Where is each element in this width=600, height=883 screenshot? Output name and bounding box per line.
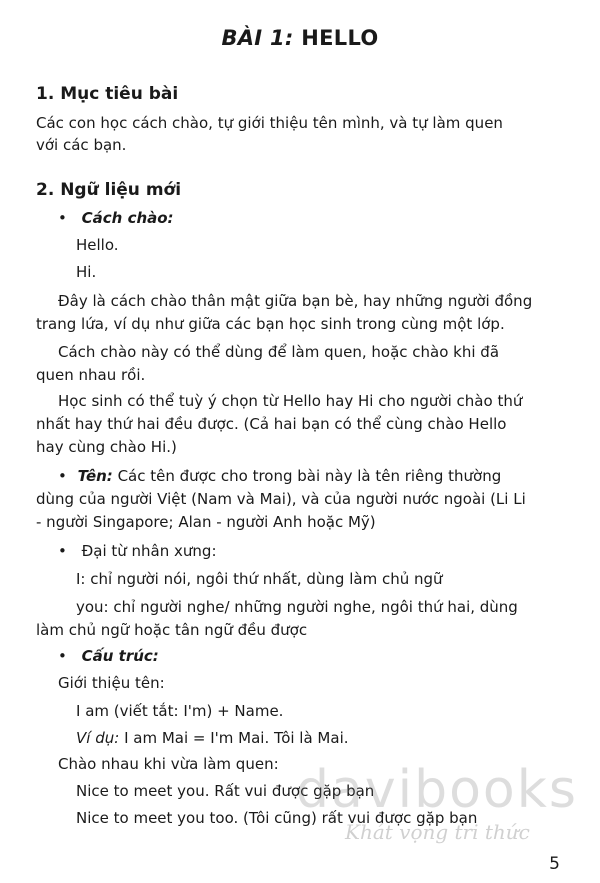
bullet-pronouns (58, 542, 217, 560)
section-2-heading: 2. Ngữ liệu mới (36, 180, 182, 200)
example-label: Ví dụ: (76, 729, 120, 747)
section-1-line-1: Các con học cách chào, tự giới thiệu tên mình, và tự làm quen (36, 114, 503, 132)
pronouns-label: Đại từ nhân xưng: (81, 542, 217, 560)
meet-label: Chào nhau khi vừa làm quen: (58, 755, 279, 773)
para-2-line-1: Cách chào này có thể dùng để làm quen, hoặc chào khi đã (58, 343, 500, 361)
bullet-dot-icon: • (58, 467, 67, 485)
pronoun-you-line-1: you: chỉ người nghe/ những người nghe, ngôi thứ hai, dùng (76, 598, 518, 616)
names-line-1 (58, 465, 501, 487)
para-3-line-1: Học sinh có thể tuỳ ý chọn từ Hello hay Hi cho người chào thứ (58, 392, 523, 410)
title-main: HELLO (301, 26, 379, 50)
names-text-1: Các tên được cho trong bài này là tên riêng thường (117, 467, 502, 485)
watermark-slogan: Khát vọng tri thức (345, 820, 530, 844)
bullet-dot-icon: • (58, 209, 67, 227)
para-2-line-2: quen nhau rồi. (36, 366, 146, 384)
para-3-line-3: hay cùng chào Hi.) (36, 438, 177, 456)
names-label: Tên: (77, 467, 113, 485)
bullet-dot-icon: • (58, 647, 67, 665)
para-1-line-1: Đây là cách chào thân mật giữa bạn bè, hay những người đồng (58, 292, 533, 310)
names-line-3: - người Singapore; Alan - người Anh hoặc Mỹ) (36, 513, 376, 531)
lesson-title (0, 26, 600, 50)
pronoun-you-line-2: làm chủ ngữ hoặc tân ngữ đều được (36, 621, 308, 639)
meet-line-2: Nice to meet you too. (Tôi cũng) rất vui được gặp bạn (76, 809, 478, 827)
names-line-2: dùng của người Việt (Nam và Mai), và của người nước ngoài (Li Li (36, 490, 526, 508)
intro-label: Giới thiệu tên: (58, 674, 165, 692)
watermark-brand: davibooks (296, 760, 578, 820)
intro-example (76, 727, 349, 749)
example-text: I am Mai = I'm Mai. Tôi là Mai. (124, 729, 349, 747)
example-hi: Hi. (76, 263, 97, 281)
greeting-label: Cách chào: (81, 209, 174, 227)
section-1-heading: 1. Mục tiêu bài (36, 84, 179, 104)
example-hello: Hello. (76, 236, 119, 254)
bullet-greeting (58, 209, 174, 227)
intro-pattern: I am (viết tắt: I'm) + Name. (76, 702, 284, 720)
page-number: 5 (549, 854, 560, 874)
pronoun-i: I: chỉ người nói, ngôi thứ nhất, dùng làm chủ ngữ (76, 570, 443, 588)
para-1-line-2: trang lứa, ví dụ như giữa các bạn học sinh trong cùng một lớp. (36, 315, 505, 333)
bullet-dot-icon: • (58, 542, 67, 560)
bullet-structure (58, 647, 159, 665)
para-3-line-2: nhất hay thứ hai đều được. (Cả hai bạn có thể cùng chào Hello (36, 415, 507, 433)
title-prefix: BÀI 1: (221, 26, 294, 50)
section-1-line-2: với các bạn. (36, 136, 127, 154)
structure-label: Cấu trúc: (81, 647, 159, 665)
meet-line-1: Nice to meet you. Rất vui được gặp bạn (76, 782, 375, 800)
